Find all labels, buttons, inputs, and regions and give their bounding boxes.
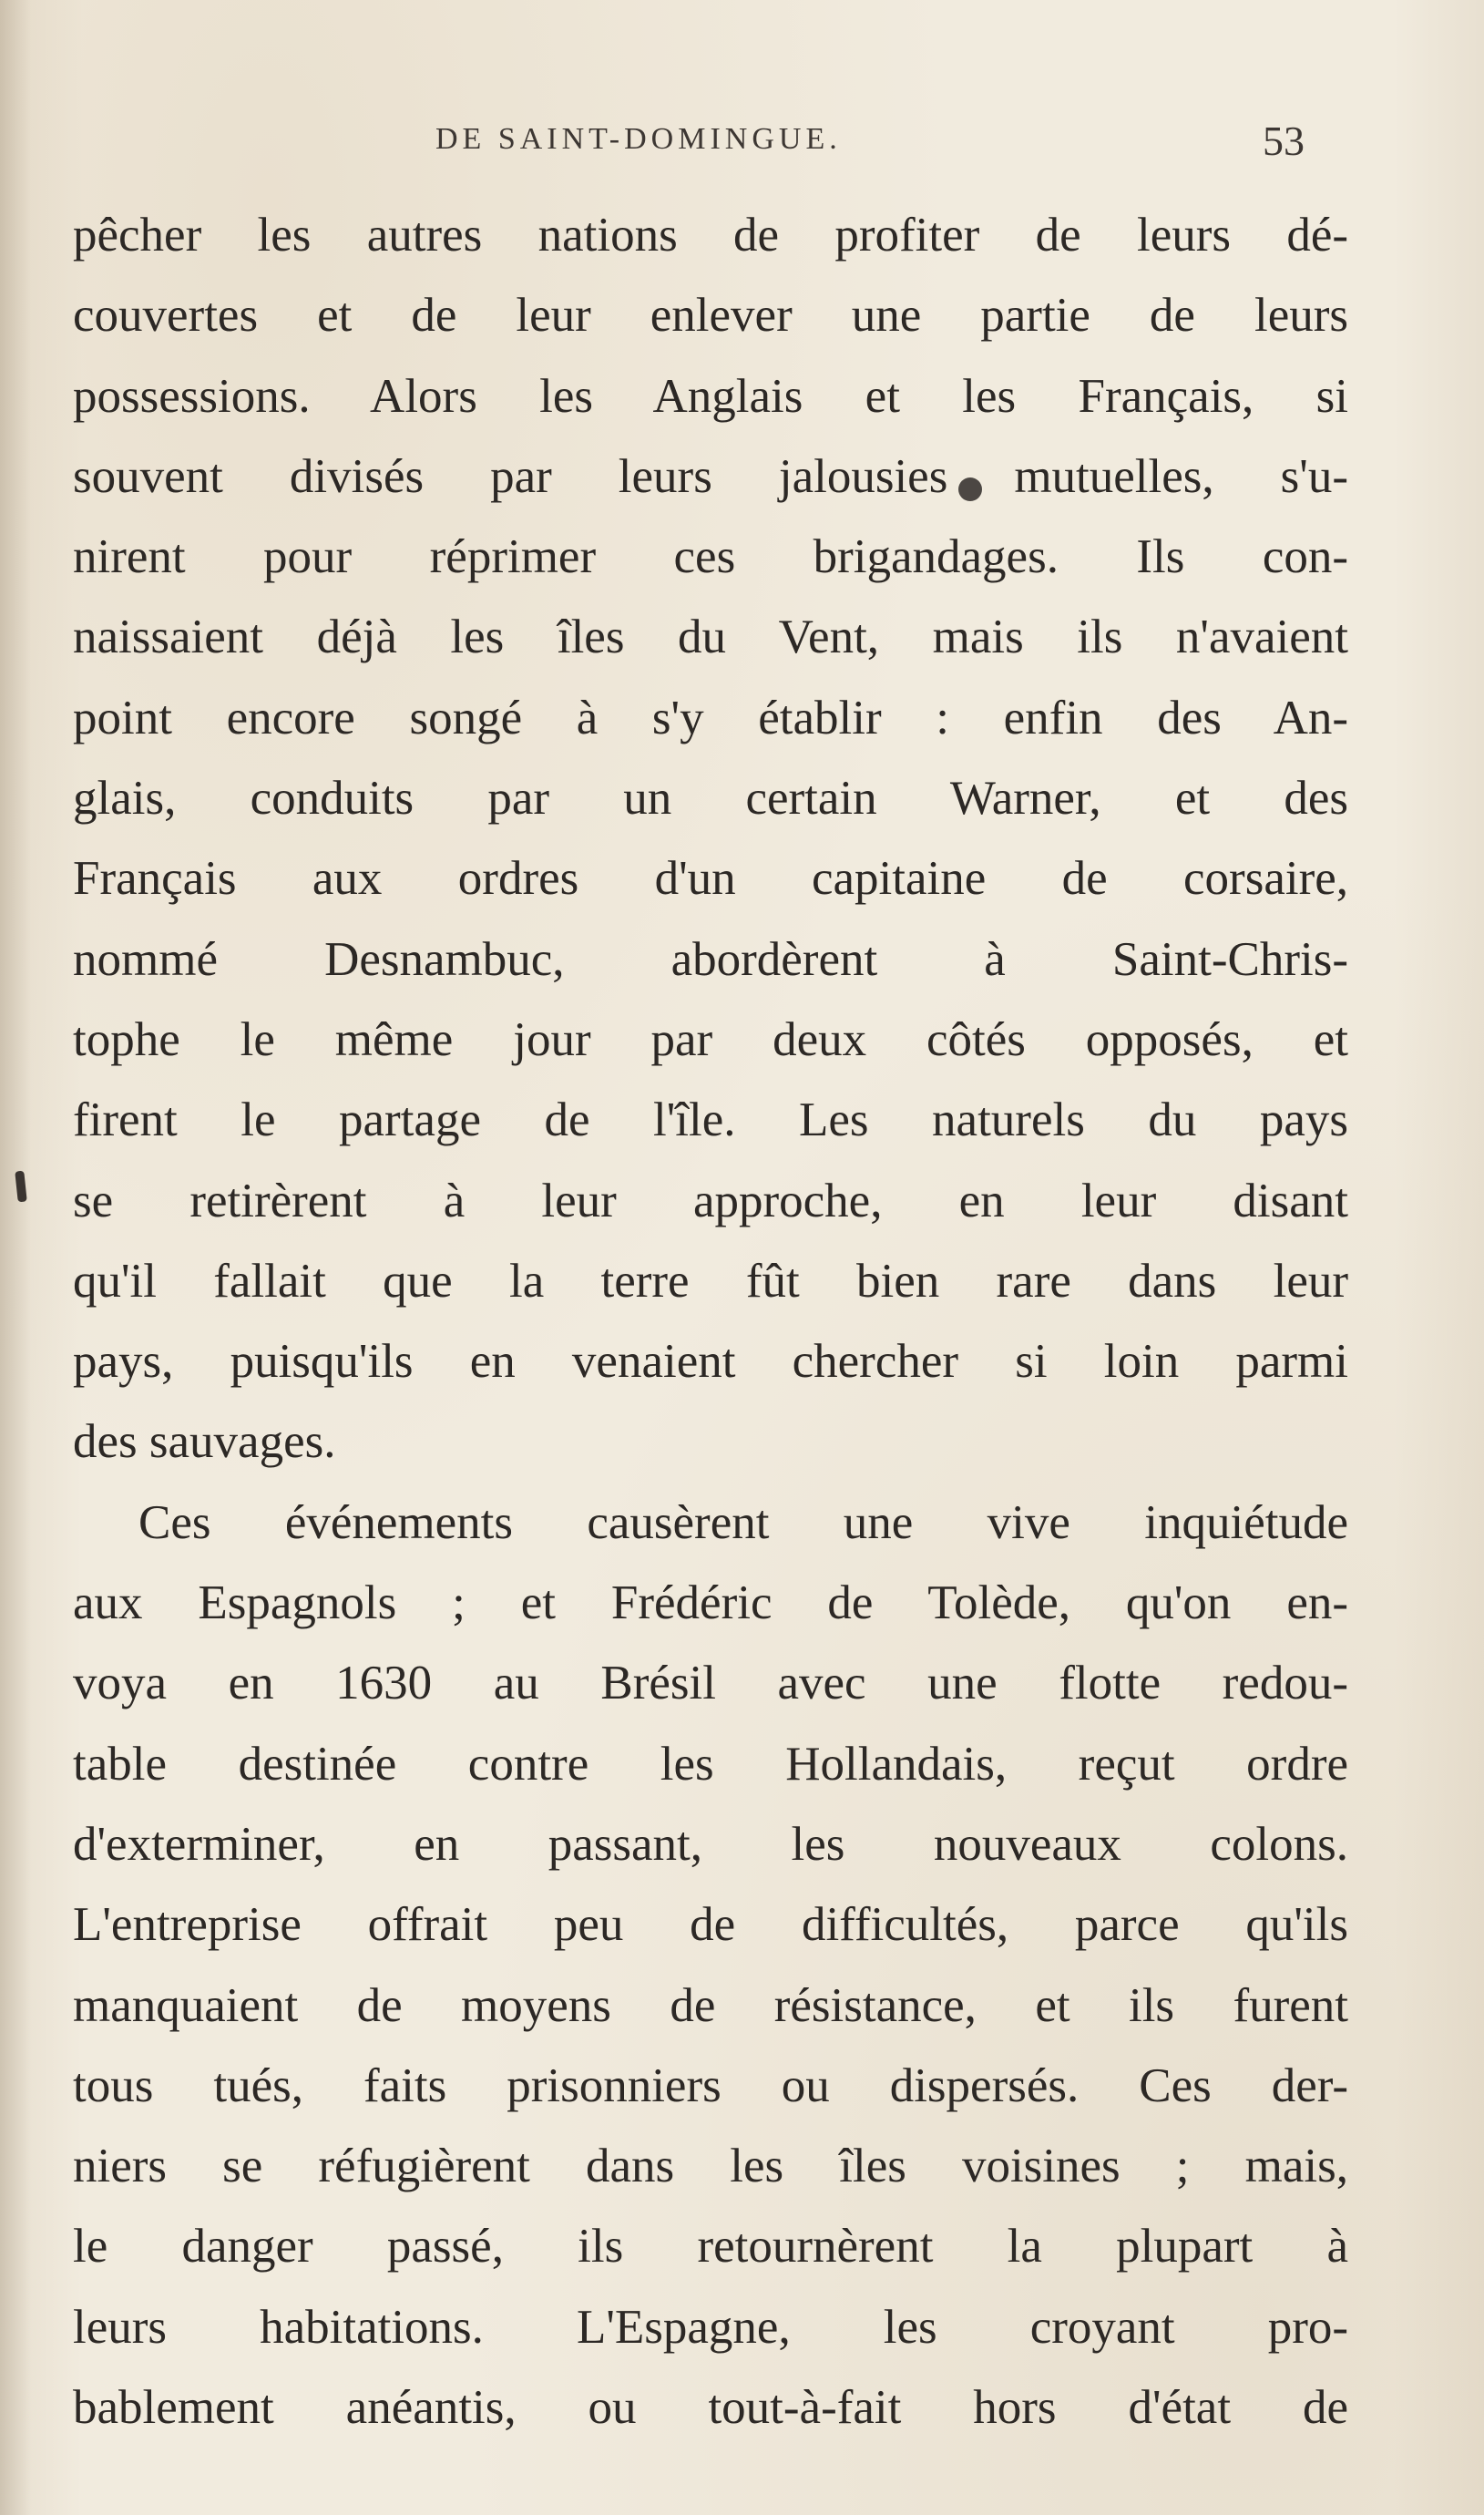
paragraph-2 bbox=[73, 1483, 1348, 2448]
text-line: nirent pour réprimer ces brigandages. Ils con- bbox=[73, 530, 1348, 584]
text-line: voya en 1630 au Brésil avec une flotte redou- bbox=[73, 1657, 1348, 1710]
text-line: L'entreprise offrait peu de difficultés, parce qu'ils bbox=[73, 1898, 1348, 1952]
text-line: table destinée contre les Hollandais, reçut ordre bbox=[73, 1737, 1348, 1791]
text-line: Ces événements causèrent une vive inquiétude bbox=[138, 1495, 1348, 1549]
text-line: souvent divisés par leurs jalousies mutuelles, s'u- bbox=[73, 449, 1348, 503]
page-header bbox=[0, 117, 1484, 171]
text-line: possessions. Alors les Anglais et les Français, si bbox=[73, 369, 1348, 423]
text-line: le danger passé, ils retournèrent la plupart à bbox=[73, 2220, 1348, 2274]
text-line: naissaient déjà les îles du Vent, mais ils n'avaient bbox=[73, 611, 1348, 664]
text-line: aux Espagnols ; et Frédéric de Tolède, qu'on en- bbox=[73, 1576, 1348, 1630]
text-line: Français aux ordres d'un capitaine de corsaire, bbox=[73, 852, 1348, 906]
text-line: nommé Desnambuc, abordèrent à Saint-Chris- bbox=[73, 932, 1348, 986]
text-line: se retirèrent à leur approche, en leur disant bbox=[73, 1174, 1348, 1227]
text-line: manquaient de moyens de résistance, et ils furent bbox=[73, 1978, 1348, 2032]
text-line: pays, puisqu'ils en venaient chercher si loin parmi bbox=[73, 1335, 1348, 1389]
text-line: point encore songé à s'y établir : enfin des An- bbox=[73, 691, 1348, 744]
text-line: glais, conduits par un certain Warner, et des bbox=[73, 772, 1348, 826]
text-line: tous tués, faits prisonniers ou dispersés. Ces der- bbox=[73, 2058, 1348, 2112]
text-line: qu'il fallait que la terre fût bien rare dans leur bbox=[73, 1254, 1348, 1308]
page-gutter-shadow bbox=[0, 0, 31, 2515]
paragraph-1 bbox=[73, 195, 1348, 1483]
body-text bbox=[73, 195, 1348, 2448]
text-line: bablement anéantis, ou tout-à-fait hors d'état de bbox=[73, 2381, 1348, 2435]
running-head: DE SAINT-DOMINGUE. bbox=[435, 122, 842, 156]
text-line: niers se réfugièrent dans les îles voisines ; mais, bbox=[73, 2140, 1348, 2193]
text-line: des sauvages. bbox=[73, 1415, 336, 1469]
text-line: leurs habitations. L'Espagne, les croyant pro- bbox=[73, 2300, 1348, 2354]
text-line: tophe le même jour par deux côtés opposés, et bbox=[73, 1012, 1348, 1066]
text-line: couvertes et de leur enlever une partie de leurs bbox=[73, 289, 1348, 343]
page-number: 53 bbox=[1263, 118, 1305, 164]
text-line: d'exterminer, en passant, les nouveaux colons. bbox=[73, 1817, 1348, 1871]
text-line: pêcher les autres nations de profiter de leurs dé- bbox=[73, 209, 1348, 262]
text-line: firent le partage de l'île. Les naturels du pays bbox=[73, 1093, 1348, 1147]
